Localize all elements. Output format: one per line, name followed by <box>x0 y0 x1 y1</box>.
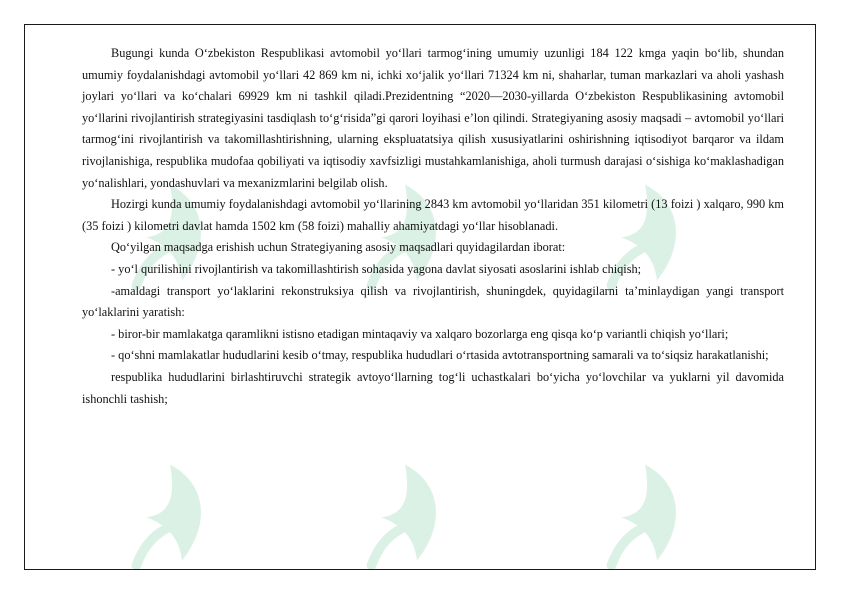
paragraph: Qo‘yilgan maqsadga erishish uchun Strategiyaning asosiy maqsadlari quyidagilardan iborat: <box>111 240 566 255</box>
leaf-logo-icon <box>110 455 230 570</box>
leaf-logo-icon <box>585 455 705 570</box>
paragraph: Hozirgi kunda umumiy foydalanishdagi avtomobil yo‘llarining 2843 km avtomobil yo‘llaridan 351 kilometri (13 foizi ) xalqaro, 990 km (35 foizi ) kilometri davlat hamda 1502 km (58 foizi) mahalliy ahamiyatdagi yo‘llar hisoblanadi. <box>82 197 784 233</box>
document-page <box>24 24 816 570</box>
list-item: - biror-bir mamlakatga qaramlikni istisno etadigan mintaqaviy va xalqaro bozorlarga eng qisqa ko‘p variantli chiqish yo‘llari; <box>111 326 729 341</box>
list-item: - qo‘shni mamlakatlar hududlarini kesib o‘tmay, respublika hududlari o‘rtasida avtotransportning samarali va to‘siqsiz harakatlanishi; <box>111 348 769 363</box>
list-item: -amaldagi transport yo‘laklarini rekonstruksiya qilish va rivojlantirish, shuningdek, quyidagilarni ta’minlaydigan yangi transport yo‘laklarini yaratish: <box>82 283 784 320</box>
list-item: - yo‘l qurilishini rivojlantirish va takomillashtirish sohasida yagona davlat siyosati asoslarini ishlab chiqish; <box>111 261 642 276</box>
paragraph: Bugungi kunda O‘zbekiston Respublikasi avtomobil yo‘llari tarmog‘ining umumiy uzunligi 184 122 kmga yaqin bo‘lib, shundan umumiy foydalanishdagi avtomobil yo‘llari 42 869 km ni, ichki xo‘jalik yo‘llari 71324 km ni, shaharlar, tuman markazlari va aholi yashash joylari yo‘llari va ko‘chalari 69929 km ni tashkil qiladi.Prezidentning “2020—2030-yillarda O‘zbekiston Respublikasining avtomobil yo‘llarini rivojlantirish strategiyasini tasdiqlash to‘g‘risida”gi qarori loyihasi e’lon qilindi. Strategiyaning asosiy maqsadi – avtomobil yo‘llari tarmog‘ini rivojlantirish va takomillashtirishning, ularning ekspluatatsiya qilish xususiyatlarini oshirishning iqtisodiyot barqaror va ildam rivojlanishiga, respublika mudofaa qobiliyati va iqtisodiy xavfsizligi mustahkamlanishiga, aholi turmush darajasi o‘sishiga ko‘maklashadigan yo‘nalishlari, yondashuvlari va mexanizmlarini belgilab olish. <box>82 46 784 190</box>
list-item: respublika hududlarini birlashtiruvchi strategik avtoyo‘llarning tog‘li uchastkalari bo‘yicha yo‘lovchilar va yuklarni yil davomida ishonchli tashish; <box>82 369 784 406</box>
document-text <box>82 43 784 410</box>
leaf-logo-icon <box>345 455 465 570</box>
